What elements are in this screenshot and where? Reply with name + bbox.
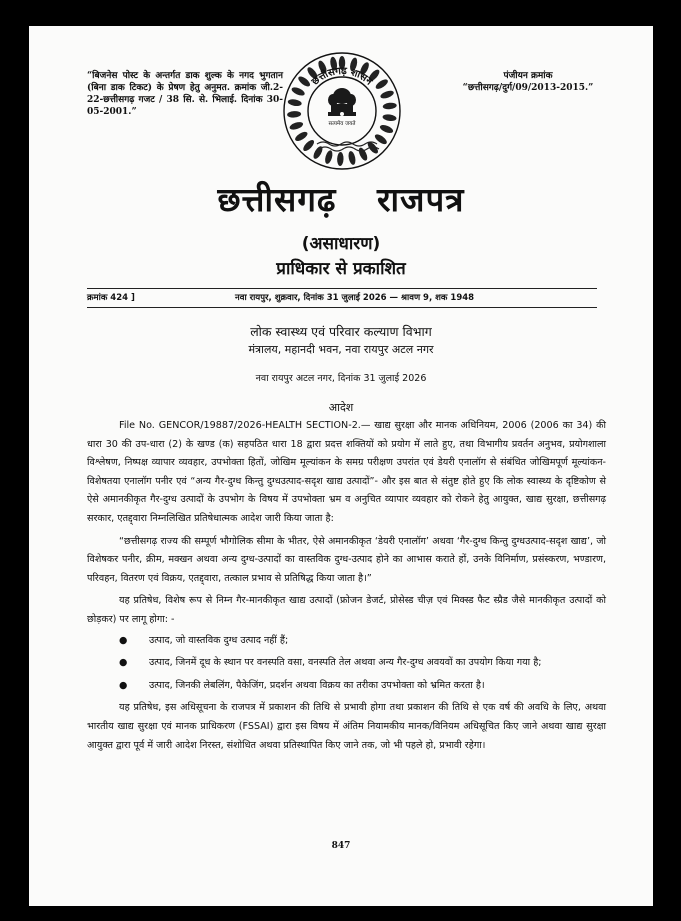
bullet-icon: ● (119, 634, 128, 646)
gazette-extraordinary: (असाधारण) (301, 234, 381, 254)
department-name: लोक स्वास्थ्य एवं परिवार कल्याण विभाग (250, 324, 432, 339)
list-item: ● उत्पाद, जो वास्तविक दुग्ध उत्पाद नहीं हैं; (149, 632, 606, 651)
order-body (87, 417, 606, 755)
page-number: 847 (331, 841, 351, 851)
order-paragraph-1: File No. GENCOR/19887/2026-HEALTH SECTION-2.— खाद्य सुरक्षा और मानक अधिनियम, 2006 (2006 का 34) की धारा 30 की उप-धारा (2) के खण्ड (क) सहपठित धारा 18 द्वारा प्रदत्त शक्तियों को प्रयोग में लाते हुए, तथा विभागीय प्रवर्तन अनुभव, प्रयोगशाला विश्लेषण, निष्पक्ष व्यापार व्यवहार, उपभोक्ता हितों, जोखिम मूल्यांकन के समग्र परीक्षण उपरांत एवं डेयरी एनालॉग से संबंधित जोखिमपूर्ण मूल्यांकन-विशेषतया एनालॉग पनीर एवं “अन्य गैर-दुग्ध किन्तु दुग्धउत्पाद-सदृश खाद्य उत्पादों”- और इस बात से संतुष्ट होते हुए कि लोक स्वास्थ्य के दृष्टिकोण से ऐसे अमानकीकृत गैर-दुग्ध उत्पादों के उपभोग के विषय में उपभोक्ता भ्रम व अनुचित व्यापार व्यवहार को रोकने हेतु आयुक्त, खाद्य सुरक्षा, छत्तीसगढ़ सरकार, एतद्द्वारा निम्नलिखित प्रतिषेधात्मक आदेश जारी किया जाता है: (87, 420, 606, 524)
registration-label: पंजीयन क्रमांक (503, 71, 553, 81)
registration-block (443, 70, 613, 94)
prohibited-list (87, 632, 606, 696)
order-paragraph-4: यह प्रतिषेध, इस अधिसूचना के राजपत्र में प्रकाशन की तिथि से प्रभावी होगा तथा प्रकाशन की तिथि से एक वर्ष की अवधि के लिए, अथवा भारतीय खाद्य सुरक्षा एवं मानक प्राधिकरण (FSSAI) द्वारा इस विषय में अंतिम नियामकीय मानक/विनियम अधिसूचित किए जाने अथवा खाद्य सुरक्षा आयुक्त द्वारा पूर्व में जारी आदेश निरस्त, संशोधित अथवा प्रतिस्थापित किए जाने तक, जो भी पहले हो, प्रभावी रहेगा। (87, 702, 606, 751)
order-paragraph-3: यह प्रतिषेध, विशेष रूप से निम्न गैर-मानकीकृत खाद्य उत्पादों (फ्रोजन डेजर्ट, प्रोसेस्ड चीज़ एवं मिक्स्ड फैट स्प्रैड जैसे मानकीकृत उत्पादों को छोड़कर) पर लागू होगा: - (87, 595, 606, 625)
gazette-title: छत्तीसगढ़ राजपत्र (217, 180, 465, 219)
postal-permit-note: “बिजनेस पोस्ट के अन्तर्गत डाक शुल्क के नगद भुगतान (बिना डाक टिकट) के प्रेषण हेतु अनुमत. क्रमांक जी.2-22-छत्तीसगढ़ गजट / 38 सि. से. भिलाई. दिनांक 30-05-2001.” (87, 71, 283, 117)
order-paragraph-2: “छत्तीसगढ़ राज्य की सम्पूर्ण भौगोलिक सीमा के भीतर, ऐसे अमानकीकृत ‘डेयरी एनालॉग’ अथवा ‘गैर-दुग्ध किन्तु दुग्धउत्पाद-सदृश खाद्य’, जो विशेषकर पनीर, क्रीम, मक्खन अथवा अन्य दुग्ध-उत्पादों का वास्तविक दुग्ध-उत्पाद होने का आभास कराते हों, उनके विनिर्माण, प्रसंस्करण, भण्डारण, परिवहन, वितरण एवं विक्रय, एतद्द्वारा, तत्काल प्रभाव से प्रतिषिद्ध किया जाता है।” (87, 535, 606, 584)
list-item: ● उत्पाद, जिनमें दूध के स्थान पर वनस्पति वसा, वनस्पति तेल अथवा अन्य गैर-दुग्ध अवयवों का उपयोग किया गया है; (149, 654, 606, 673)
gazette-page (29, 26, 653, 906)
place-date: नवा रायपुर अटल नगर, दिनांक 31 जुलाई 2026 (255, 373, 427, 384)
bullet-icon: ● (119, 679, 128, 691)
top-rule (87, 288, 597, 289)
issue-number: क्रमांक 424 ] (87, 293, 135, 303)
department-address: मंत्रालय, महानदी भवन, नवा रायपुर अटल नगर (248, 343, 434, 356)
order-heading: आदेश (328, 401, 354, 414)
emblem-motto: सत्यमेव जयते (328, 121, 356, 127)
gazette-authority-line: प्राधिकार से प्रकाशित (276, 259, 406, 279)
registration-number: “छत्तीसगढ़/दुर्ग/09/2013-2015.” (462, 83, 594, 93)
issue-date-line: नवा रायपुर, शुक्रवार, दिनांक 31 जुलाई 2026 — श्रावण 9, शक 1948 (235, 293, 475, 303)
bullet-icon: ● (119, 657, 128, 669)
bottom-rule (87, 307, 597, 308)
emblem-ring-text: छत्तीसगढ़ शासन (309, 65, 375, 88)
list-item: ● उत्पाद, जिनकी लेबलिंग, पैकेजिंग, प्रदर्शन अथवा विक्रय का तरीका उपभोक्ता को भ्रमित करता है। (149, 677, 606, 696)
state-emblem (277, 46, 407, 176)
